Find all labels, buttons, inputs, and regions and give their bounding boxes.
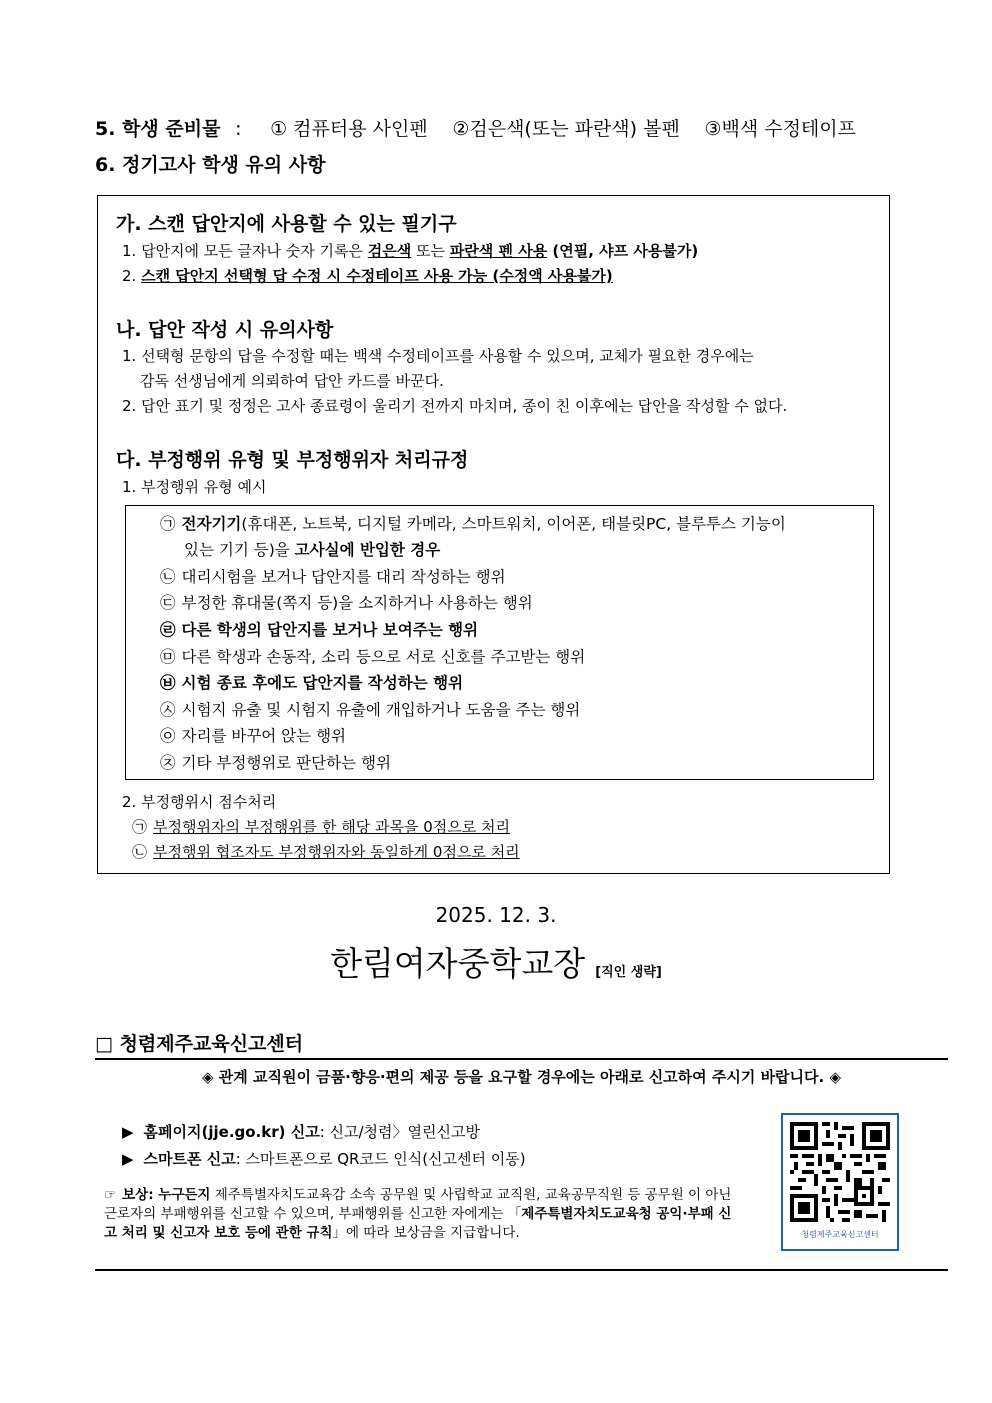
section-a-line-2-text: 스캔 답안지 선택형 답 수정 시 수정테이프 사용 가능 (수정액 사용불가) xyxy=(141,267,613,285)
violation-item xyxy=(160,671,463,693)
pencil-note: (연필, 샤프 사용불가) xyxy=(547,242,699,260)
divider xyxy=(95,1269,948,1271)
score-mark: ㉠ xyxy=(132,818,148,836)
section-c-sub-1: 1. 부정행위 유형 예시 xyxy=(122,478,267,496)
smartphone-label: 스마트폰 신고 xyxy=(143,1150,236,1168)
violation-item xyxy=(160,565,506,587)
section-b-title: 나. 답안 작성 시 유의사항 xyxy=(116,319,334,341)
supplies-heading: 5. 학생 준비물 xyxy=(95,118,221,140)
divider xyxy=(95,1058,948,1060)
seal-note: [직인 생략] xyxy=(595,965,662,980)
violation-mark: ㉨ xyxy=(160,754,176,772)
section-a-line-1 xyxy=(122,240,698,261)
violation-text: 시험지 유출 및 시험지 유출에 개입하거나 도움을 주는 행위 xyxy=(181,701,581,719)
violation-text: 기타 부정행위로 판단하는 행위 xyxy=(181,754,391,772)
reward-notice xyxy=(104,1186,744,1243)
violation-item-1-cont xyxy=(184,538,440,560)
supplies-item-3: ③백색 수정테이프 xyxy=(704,118,856,140)
homepage-path: : 신고/청렴〉열린신고방 xyxy=(319,1123,480,1141)
pointing-hand-icon: ☞ xyxy=(104,1187,117,1203)
section-a-line-2-num: 2. xyxy=(122,267,142,285)
violation-text: 부정한 휴대물(쪽지 등)을 소지하거나 사용하는 행위 xyxy=(181,594,533,612)
violation-text: 시험 종료 후에도 답안지를 작성하는 행위 xyxy=(181,674,464,692)
supplies-line xyxy=(95,114,856,141)
supplies-item-2: ②검은색(또는 파란색) 볼펜 xyxy=(452,118,680,140)
section-a-title: 가. 스캔 답안지에 사용할 수 있는 필기구 xyxy=(116,213,457,235)
reward-text-2: 」에 따라 보상금을 지급합니다. xyxy=(332,1225,520,1241)
violation-item xyxy=(160,618,478,640)
violation-text: 대리시험을 보거나 답안지를 대리 작성하는 행위 xyxy=(181,568,506,586)
violation-item-1 xyxy=(160,512,786,534)
supplies-item-1: ① 컴퓨터용 사인펜 xyxy=(270,118,428,140)
violation-text: 다른 학생과 손동작, 소리 등으로 서로 신호를 주고받는 행위 xyxy=(181,648,586,666)
section-c-title: 다. 부정행위 유형 및 부정행위자 처리규정 xyxy=(116,449,469,471)
section-b-line-2: 2. 답안 표기 및 정정은 고사 종료령이 울리기 전까지 마치며, 종이 친 이후에는 답안을 작성할 수 없다. xyxy=(122,397,788,415)
arrow-icon: ▶ xyxy=(122,1150,134,1168)
violation-mark: ㉡ xyxy=(160,568,176,586)
reward-rule-name: 제주특별자치도교육청 공익·부패 신고 처리 및 신고자 보호 등에 관한 규칙 xyxy=(104,1206,732,1241)
exam-room-text: 고사실에 반입한 경우 xyxy=(294,541,441,559)
section-a-line-1-pre: 1. 답안지에 모든 글자나 숫자 기록은 xyxy=(122,242,368,260)
violation-mark: ㉢ xyxy=(160,594,176,612)
reward-text-1: 제주특별자치도교육감 소속 공무원 및 사립학교 교직원, 교육공무직원 등 공무원 이 아닌 근로자의 부패행위를 신고할 수 있으며, 부패행위를 신고한 자에게는 「 xyxy=(104,1187,732,1222)
report-center-title: □ 청렴제주교육신고센터 xyxy=(95,1033,304,1055)
section-a-line-2 xyxy=(122,265,613,286)
homepage-report-line xyxy=(122,1121,480,1142)
violation-item xyxy=(160,724,346,746)
supplies-colon: : xyxy=(235,118,242,140)
violation-mark: ㉠ xyxy=(160,515,176,533)
black-pen-text: 검은색 xyxy=(367,242,412,260)
violation-item xyxy=(160,591,533,613)
document-date: 2025. 12. 3. xyxy=(435,903,557,927)
violation-item-1-text: (휴대폰, 노트북, 디지털 카메라, 스마트워치, 이어폰, 태블릿PC, 블루투스 기능이 xyxy=(241,515,786,533)
violation-item xyxy=(160,751,391,773)
violation-item-1-text-2: 있는 기기 등)을 xyxy=(184,541,295,559)
violation-mark: ㉦ xyxy=(160,701,176,719)
violation-text: 자리를 바꾸어 앉는 행위 xyxy=(181,727,347,745)
violation-item xyxy=(160,698,580,720)
principal-name: 한림여자중학교장 xyxy=(330,944,586,983)
qr-label: 청렴제주교육신고센터 xyxy=(801,1230,879,1239)
homepage-label[interactable]: 홈페이지(jje.go.kr) 신고 xyxy=(143,1123,320,1141)
section-c-sub-2: 2. 부정행위시 점수처리 xyxy=(122,793,277,811)
smartphone-report-line xyxy=(122,1148,526,1169)
score-item-2 xyxy=(132,841,520,862)
report-notice: ◈ 관계 교직원이 금품·향응·편의 제공 등을 요구할 경우에는 아래로 신고하여 주시기 바랍니다. ◈ xyxy=(202,1068,841,1086)
score-text: 부정행위 협조자도 부정행위자와 동일하게 0점으로 처리 xyxy=(153,843,520,861)
blue-pen-text: 파란색 펜 사용 xyxy=(449,242,548,260)
smartphone-instruction: : 스마트폰으로 QR코드 인식(신고센터 이동) xyxy=(235,1150,526,1168)
violation-mark: ㉣ xyxy=(160,621,176,639)
score-text: 부정행위자의 부정행위를 한 해당 과목을 0점으로 처리 xyxy=(153,818,510,836)
reward-label: 보상 xyxy=(122,1187,149,1203)
qr-code-card[interactable] xyxy=(781,1113,899,1251)
score-mark: ㉡ xyxy=(132,843,148,861)
score-item-1 xyxy=(132,816,510,837)
arrow-icon: ▶ xyxy=(122,1123,134,1141)
violation-mark: ㉥ xyxy=(160,674,176,692)
violation-item xyxy=(160,645,585,667)
violation-mark: ㉤ xyxy=(160,648,176,666)
reward-anyone: : 누구든지 xyxy=(148,1187,211,1203)
section-b-line-1-cont: 감독 선생님에게 의뢰하여 답안 카드를 바꾼다. xyxy=(140,372,444,390)
section-b-line-1: 1. 선택형 문항의 답을 수정할 때는 백색 수정테이프를 사용할 수 있으며, 교체가 필요한 경우에는 xyxy=(122,347,754,365)
qr-code[interactable] xyxy=(790,1122,890,1222)
violation-text: 다른 학생의 답안지를 보거나 보여주는 행위 xyxy=(181,621,479,639)
principal-signature xyxy=(0,938,992,985)
electronic-device-text: 전자기기 xyxy=(181,515,242,533)
notes-heading: 6. 정기고사 학생 유의 사항 xyxy=(95,154,326,176)
section-a-line-1-mid: 또는 xyxy=(411,242,450,260)
violation-mark: ㉧ xyxy=(160,727,176,745)
